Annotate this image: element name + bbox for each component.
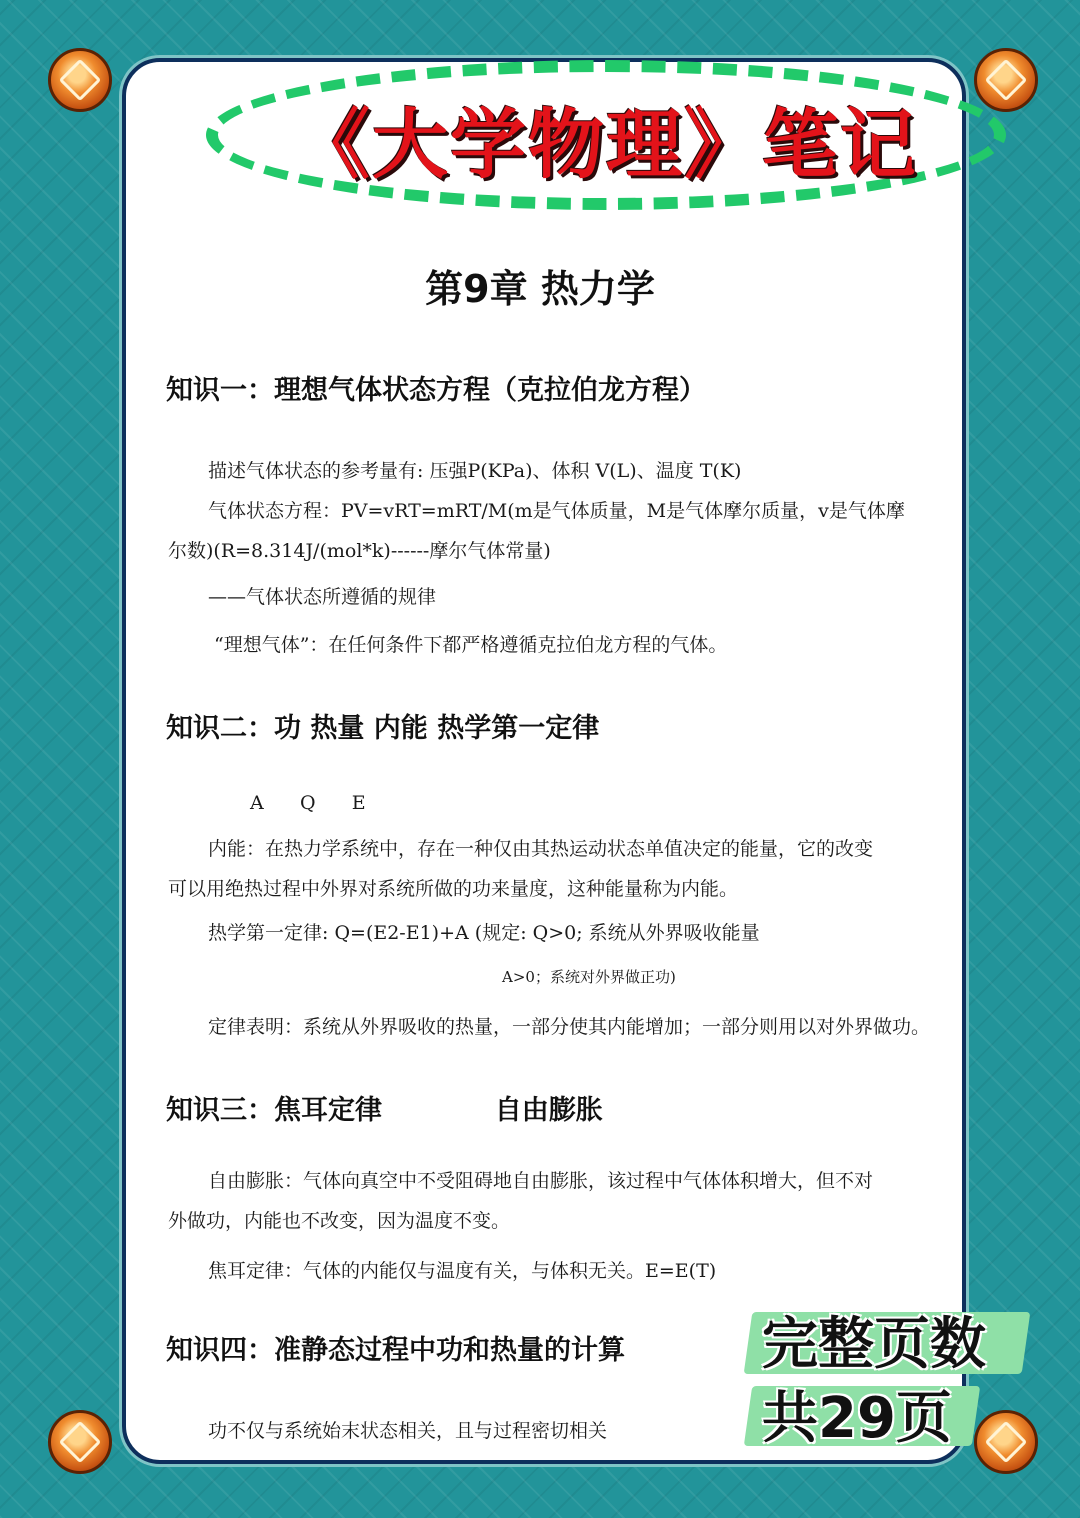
paragraph-line: “理想气体”：在任何条件下都严格遵循克拉伯龙方程的气体。 bbox=[214, 634, 728, 656]
paragraph-line: 功不仅与系统始末状态相关，且与过程密切相关 bbox=[208, 1420, 608, 1442]
corner-ornament-icon bbox=[48, 48, 112, 112]
page-title: 《大学物理》笔记 bbox=[294, 100, 918, 189]
paragraph-line: 热学第一定律: Q=(E2-E1)+A (规定: Q>0; 系统从外界吸收能量 bbox=[208, 922, 760, 944]
paragraph-line: 定律表明：系统从外界吸收的热量，一部分使其内能增加；一部分则用以对外界做功。 bbox=[208, 1016, 931, 1038]
paragraph-line: 外做功，内能也不改变，因为温度不变。 bbox=[168, 1210, 511, 1232]
paragraph-line: ——气体状态所遵循的规律 bbox=[208, 586, 437, 608]
paragraph-line: 自由膨胀：气体向真空中不受阻碍地自由膨胀，该过程中气体体积增大，但不对 bbox=[208, 1170, 874, 1192]
corner-ornament-icon bbox=[48, 1410, 112, 1474]
section-heading-2: 知识二：功 热量 内能 热学第一定律 bbox=[166, 713, 600, 744]
corner-ornament-icon bbox=[974, 1410, 1038, 1474]
paragraph-line: 尔数)(R=8.314J/(mol*k)------摩尔气体常量) bbox=[168, 540, 551, 562]
paragraph-line: 内能：在热力学系统中，存在一种仅由其热运动状态单值决定的能量，它的改变 bbox=[208, 838, 874, 860]
paragraph-line: A Q E bbox=[250, 792, 366, 814]
chapter-heading: 第9章 热力学 bbox=[425, 267, 655, 311]
section-heading-4: 知识四：准静态过程中功和热量的计算 bbox=[166, 1335, 625, 1366]
page-count-badge-line2: 共29页 bbox=[762, 1386, 952, 1451]
page-count-badge-line1: 完整页数 bbox=[762, 1312, 986, 1377]
section-heading-3: 知识三：焦耳定律 自由膨胀 bbox=[166, 1095, 603, 1126]
section-heading-1: 知识一：理想气体状态方程（克拉伯龙方程） bbox=[166, 375, 706, 406]
paragraph-line: 气体状态方程：PV=vRT=mRT/M(m是气体质量，M是气体摩尔质量，v是气体摩 bbox=[208, 500, 905, 522]
paragraph-line: 可以用绝热过程中外界对系统所做的功来量度，这种能量称为内能。 bbox=[168, 878, 739, 900]
paragraph-line: 描述气体状态的参考量有: 压强P(KPa)、体积 V(L)、温度 T(K) bbox=[208, 460, 742, 482]
paragraph-line: A>0；系统对外界做正功) bbox=[502, 968, 676, 986]
paragraph-line: 焦耳定律：气体的内能仅与温度有关，与体积无关。E=E(T) bbox=[208, 1260, 717, 1282]
